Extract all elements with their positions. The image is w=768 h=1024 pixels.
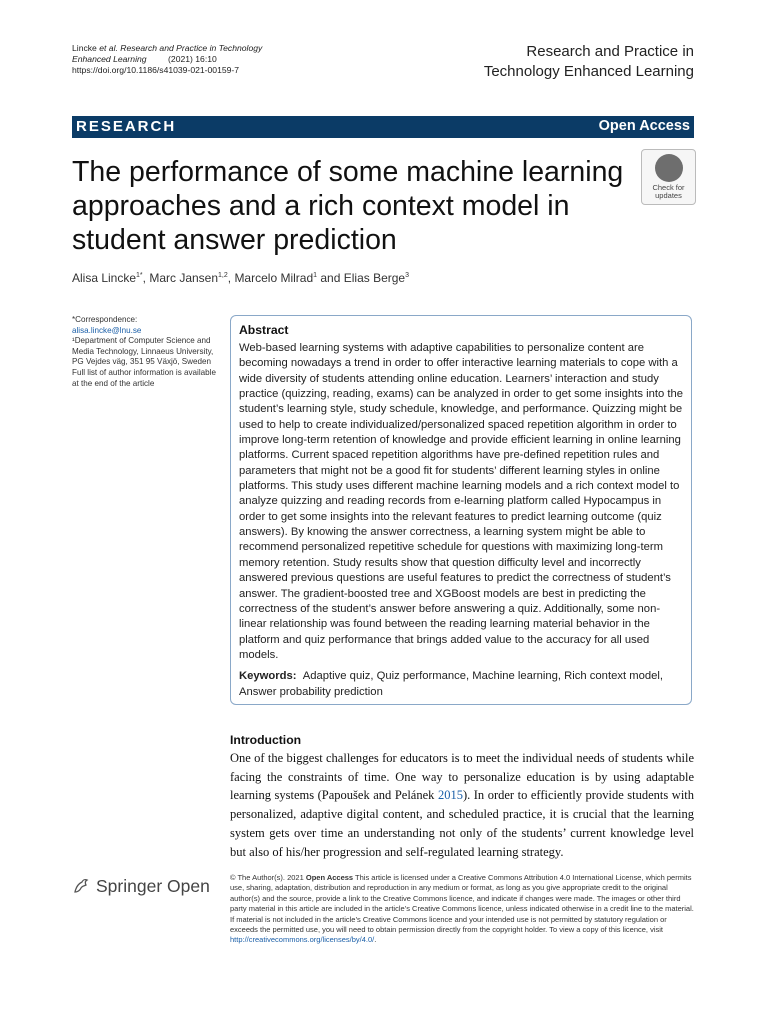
- article-type-label: RESEARCH: [76, 118, 177, 135]
- springer-horse-icon: [72, 877, 90, 895]
- abstract-box: [230, 315, 692, 705]
- author-list: Alisa Lincke$^{1*}$, Marc Jansen$^{1,2}$, Marcelo Milrad$^1$ and Elias Berge$^3$: [72, 271, 410, 285]
- license-text: © The Author(s). 2021 Open Access This article is licensed under a Creative Commons Attribution 4.0 International License, which permits use, sharing, adaptation, distribution and reproduction in any medium or format, as long as you give appropriate credit to the original author(s) and the source, provide a link to the Creative Commons licence, and indicate if changes were made. The images or other third party material in this article are included in the article’s Creative Commons licence, unless indicated otherwise in a credit line to the material. If material is not included in the article’s Creative Commons licence and your intended use is not permitted by statutory regulation or exceeds the permitted use, you will need to obtain permission directly from the copyright holder. To view a copy of this licence, visit http://creativecommons.org/licenses/by/4.0/.: [230, 873, 694, 945]
- check-for-updates-button[interactable]: Check for updates: [641, 149, 696, 205]
- open-access-label: Open Access: [598, 118, 690, 134]
- article-title: The performance of some machine learning approaches and a rich context model in student answer prediction: [72, 156, 624, 256]
- citation-line-1: Lincke et al. Research and Practice in Technology: [72, 43, 263, 53]
- author-name[interactable]: Marc Jansen: [149, 271, 219, 285]
- springer-open-logo: Springer Open: [72, 876, 210, 897]
- affiliation: ¹Department of Computer Science and Media Technology, Linnaeus University, PG Vejdes väg, 351 95 Växjö, Sweden: [72, 336, 214, 367]
- reference-link[interactable]: 2015: [437, 788, 463, 803]
- abstract-text: Web-based learning systems with adaptive capabilities to personalize content are becoming nowadays a trend in order to offer interactive learning materials to cope with a wide diversity of students attending online education. Learners’ interaction and study practice (quizzing, reading, exams) can be analyzed in order to get some insights into the student’s learning style, study schedule, knowledge, and performance. Quizzing might be used to help to create individualized/personalized spaced repetition algorithm in order to improve long-term retention of knowledge and provide efficient learning in online learning platforms. Current spaced repetition algorithms have pre-defined repetition rules and parameters that might not be a good fit for students’ different learning styles in online platforms. This study uses different machine learning models and a rich context model to analyze quizzing and reading records from e-learning platform called Hypocampus in order to get some insights into the relevant features to predict learning outcome (quiz answers). By knowing the answer correctness, a learning system might be able to recommend personalized repetitive schedule for questions with maximizing long-term memory retention. Study results show that question difficulty level and incorrectly answered previous questions are useful features to predict the correctness of student’s answer. The gradient-boosted tree and XGBoost models are best in predicting the correctness of the student’s answer before answering a quiz. Additionally, some non-linear relationship was found between the reading learning material behavior in the platform and quiz performance that brings added value to the accuracy for all used models.: [239, 342, 683, 661]
- research-banner: [72, 116, 694, 138]
- keywords: Keywords: Adaptive quiz, Quiz performance, Machine learning, Rich context model, Answer probability prediction: [239, 670, 663, 698]
- correspondence-sidebar: *Correspondence: alisa.lincke@lnu.se ¹Department of Computer Science and Media Technology, Linnaeus University, PG Vejdes väg, 351 95 Växjö, Sweden Full list of author information is available at the end of the article: [72, 315, 222, 389]
- author-name[interactable]: Elias Berge: [343, 271, 406, 285]
- introduction-heading: Introduction: [230, 733, 302, 747]
- author-name[interactable]: Alisa Lincke: [72, 271, 137, 285]
- citation-line-2: Enhanced Learning (2021) 16:10: [72, 54, 217, 65]
- citation-block: [72, 43, 262, 77]
- abstract-heading: Abstract: [239, 323, 289, 337]
- introduction-text: One of the biggest challenges for educators is to meet the individual needs of students while facing the constraints of time. One way to personalize education is by using adaptable learning systems (Papoušek and Pelánek 2015). In order to efficiently provide students with personalized, adaptive digital content, and scheduled practice, it is crucial that the learning system gets over time an understanding not only of the students’ current knowledge level but also of his/her progression and self-regulated learning strategy.: [230, 751, 695, 859]
- author-info-note: Full list of author information is available at the end of the article: [72, 367, 216, 388]
- email-link[interactable]: alisa.lincke@lnu.se: [72, 325, 142, 335]
- check-updates-icon: [655, 154, 683, 182]
- license-link[interactable]: http://creativecommons.org/licenses/by/4.0/: [230, 935, 375, 945]
- journal-name: Research and Practice in Technology Enhanced Learning: [483, 43, 694, 80]
- doi-link[interactable]: https://doi.org/10.1186/s41039-021-00159-7: [72, 65, 240, 76]
- author-name[interactable]: Marcelo Milrad: [234, 271, 314, 285]
